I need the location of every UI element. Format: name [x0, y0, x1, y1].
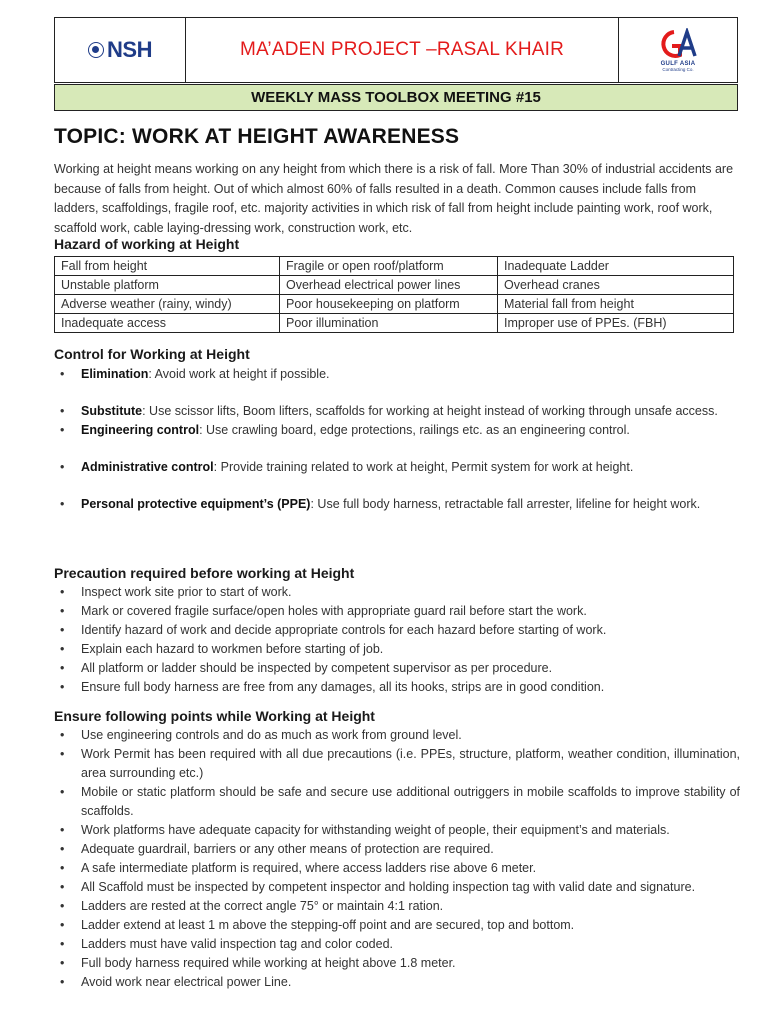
ensure-item-text: Use engineering controls and do as much as work from ground level.: [81, 728, 462, 742]
hazard-cell: Material fall from height: [498, 295, 734, 314]
ensure-list: [54, 726, 740, 992]
control-term: Engineering control: [81, 423, 200, 437]
ensure-item: [54, 973, 740, 992]
ensure-item: [54, 840, 740, 859]
ensure-item-text: Adequate guardrail, barriers or any other means of protection are required.: [81, 842, 494, 856]
gulf-asia-mark-icon: [657, 28, 699, 60]
precaution-item: [54, 640, 740, 659]
ensure-item: [54, 783, 740, 821]
ensure-item: [54, 935, 740, 954]
bullet-icon: •: [60, 918, 65, 932]
control-item: • Administrative control: Provide training related to work at height, Permit system for work at height.: [60, 460, 634, 474]
control-heading: Control for Working at Height: [54, 346, 250, 362]
ensure-heading: Ensure following points while Working at Height: [54, 708, 375, 724]
ensure-item: [54, 897, 740, 916]
ensure-item: [54, 859, 740, 878]
bullet-icon: •: [60, 899, 65, 913]
hazard-cell: Overhead electrical power lines: [280, 276, 498, 295]
ensure-item-text: A safe intermediate platform is required, where access ladders rise above 6 meter.: [81, 861, 537, 875]
precaution-item-text: All platform or ladder should be inspected by competent supervisor as per procedure.: [81, 661, 553, 675]
nsh-logo-text: NSH: [107, 37, 152, 62]
ensure-item-text: Full body harness required while working at height above 1.8 meter.: [81, 956, 456, 970]
ensure-item: [54, 878, 740, 897]
meeting-title: WEEKLY MASS TOOLBOX MEETING #15: [251, 89, 541, 106]
bullet-icon: •: [60, 785, 65, 799]
gulf-asia-sub: Contracting Co.: [662, 67, 694, 72]
project-title: MA’ADEN PROJECT –RASAL KHAIR: [239, 39, 565, 60]
precaution-heading: Precaution required before working at Height: [54, 565, 355, 581]
control-text: : Provide training related to work at height, Permit system for work at height.: [213, 460, 634, 474]
control-term: Substitute: [81, 404, 143, 418]
topic-heading: TOPIC: WORK AT HEIGHT AWARENESS: [54, 125, 460, 148]
hazard-heading: Hazard of working at Height: [54, 236, 240, 252]
control-item: • Engineering control: Use crawling board, edge protections, railings etc. as an engineering control.: [60, 423, 630, 437]
hazard-row: [55, 295, 734, 314]
precaution-item: [54, 621, 740, 640]
hazard-cell: Inadequate access: [55, 314, 280, 333]
control-item: • Elimination: Avoid work at height if possible.: [60, 367, 330, 381]
hazard-row: [55, 314, 734, 333]
bullet-icon: •: [60, 623, 65, 637]
bullet-icon: •: [60, 747, 65, 761]
hazard-row: [55, 276, 734, 295]
control-text: : Avoid work at height if possible.: [148, 367, 330, 381]
precaution-list: [54, 583, 740, 697]
precaution-item: [54, 678, 740, 697]
bullet-icon: •: [60, 842, 65, 856]
precaution-item-text: Mark or covered fragile surface/open holes with appropriate guard rail before start the work.: [81, 604, 587, 618]
hazard-cell: Inadequate Ladder: [498, 257, 734, 276]
meeting-title-bar: [54, 84, 738, 111]
hazard-cell: Adverse weather (rainy, windy): [55, 295, 280, 314]
bullet-icon: •: [60, 975, 65, 989]
control-item: • Substitute: Use scissor lifts, Boom lifters, scaffolds for working at height instead of working through unsafe access.: [60, 404, 718, 418]
ensure-item-text: Mobile or static platform should be safe and secure use additional outriggers in mobile scaffolds to improve stability of scaffolds.: [81, 785, 740, 818]
hazard-cell: Poor housekeeping on platform: [280, 295, 498, 314]
ensure-item: [54, 916, 740, 935]
ensure-item-text: Ladder extend at least 1 m above the stepping-off point and are secured, top and bottom.: [81, 918, 575, 932]
precaution-item: [54, 659, 740, 678]
ensure-item: [54, 745, 740, 783]
intro-paragraph: Working at height means working on any height from which there is a risk of fall. More Than 30% of industrial accidents are because of falls from height. Out of which almost 60% of falls resulted in a death. Common causes include falls from ladders, scaffoldings, fragile roof, etc. majority activities in which risk of fall from height include painting work, roof work, scaffold work, cable laying-dressing work, construction work, etc.: [54, 162, 734, 235]
nsh-seal-icon: [88, 42, 104, 58]
control-list: [54, 365, 740, 514]
bullet-icon: •: [60, 642, 65, 656]
ensure-item-text: Work platforms have adequate capacity for withstanding weight of people, their equipment’s and materials.: [81, 823, 670, 837]
hazard-row: [55, 257, 734, 276]
project-title-cell: [186, 18, 618, 82]
hazard-cell: Fragile or open roof/platform: [280, 257, 498, 276]
hazard-cell: Improper use of PPEs. (FBH): [498, 314, 734, 333]
precaution-item-text: Explain each hazard to workmen before starting of job.: [81, 642, 384, 656]
bullet-icon: •: [60, 880, 65, 894]
bullet-icon: •: [60, 680, 65, 694]
hazard-cell: Fall from height: [55, 257, 280, 276]
precaution-item: [54, 602, 740, 621]
document-header: [54, 17, 738, 83]
precaution-item: [54, 583, 740, 602]
control-term: Administrative control: [81, 460, 214, 474]
bullet-icon: •: [60, 956, 65, 970]
gulf-asia-logo: [618, 18, 737, 82]
hazard-cell: Overhead cranes: [498, 276, 734, 295]
bullet-icon: •: [60, 861, 65, 875]
ensure-item: [54, 726, 740, 745]
ensure-item: [54, 821, 740, 840]
bullet-icon: •: [60, 585, 65, 599]
bullet-icon: •: [60, 661, 65, 675]
hazard-cell: Poor illumination: [280, 314, 498, 333]
nsh-logo: [55, 18, 186, 82]
control-text: : Use full body harness, retractable fall arrester, lifeline for height work.: [310, 497, 701, 511]
control-text: : Use crawling board, edge protections, railings etc. as an engineering control.: [199, 423, 630, 437]
control-term: Elimination: [81, 367, 149, 381]
bullet-icon: •: [60, 823, 65, 837]
bullet-icon: •: [60, 937, 65, 951]
bullet-icon: •: [60, 728, 65, 742]
precaution-item-text: Identify hazard of work and decide appropriate controls for each hazard before starting of work.: [81, 623, 607, 637]
precaution-item-text: Inspect work site prior to start of work.: [81, 585, 292, 599]
ensure-item-text: Work Permit has been required with all due precautions (i.e. PPEs, structure, platform, weather condition, illumination, area surrounding etc.): [81, 747, 740, 780]
ensure-item-text: Ladders are rested at the correct angle 75° or maintain 4:1 ration.: [81, 899, 444, 913]
gulf-asia-name: GULF ASIA: [660, 61, 696, 67]
hazard-table: [54, 256, 734, 333]
ensure-item-text: All Scaffold must be inspected by competent inspector and holding inspection tag with valid date and signature.: [81, 880, 696, 894]
ensure-item-text: Avoid work near electrical power Line.: [81, 975, 292, 989]
control-item: • Personal protective equipment’s (PPE): Use full body harness, retractable fall arrester, lifeline for height work.: [60, 497, 701, 511]
hazard-cell: Unstable platform: [55, 276, 280, 295]
control-term: Personal protective equipment’s (PPE): [81, 497, 311, 511]
precaution-item-text: Ensure full body harness are free from any damages, all its hooks, strips are in good condition.: [81, 680, 605, 694]
control-text: : Use scissor lifts, Boom lifters, scaffolds for working at height instead of working through unsafe access.: [142, 404, 718, 418]
bullet-icon: •: [60, 604, 65, 618]
ensure-item-text: Ladders must have valid inspection tag and color coded.: [81, 937, 393, 951]
ensure-item: [54, 954, 740, 973]
